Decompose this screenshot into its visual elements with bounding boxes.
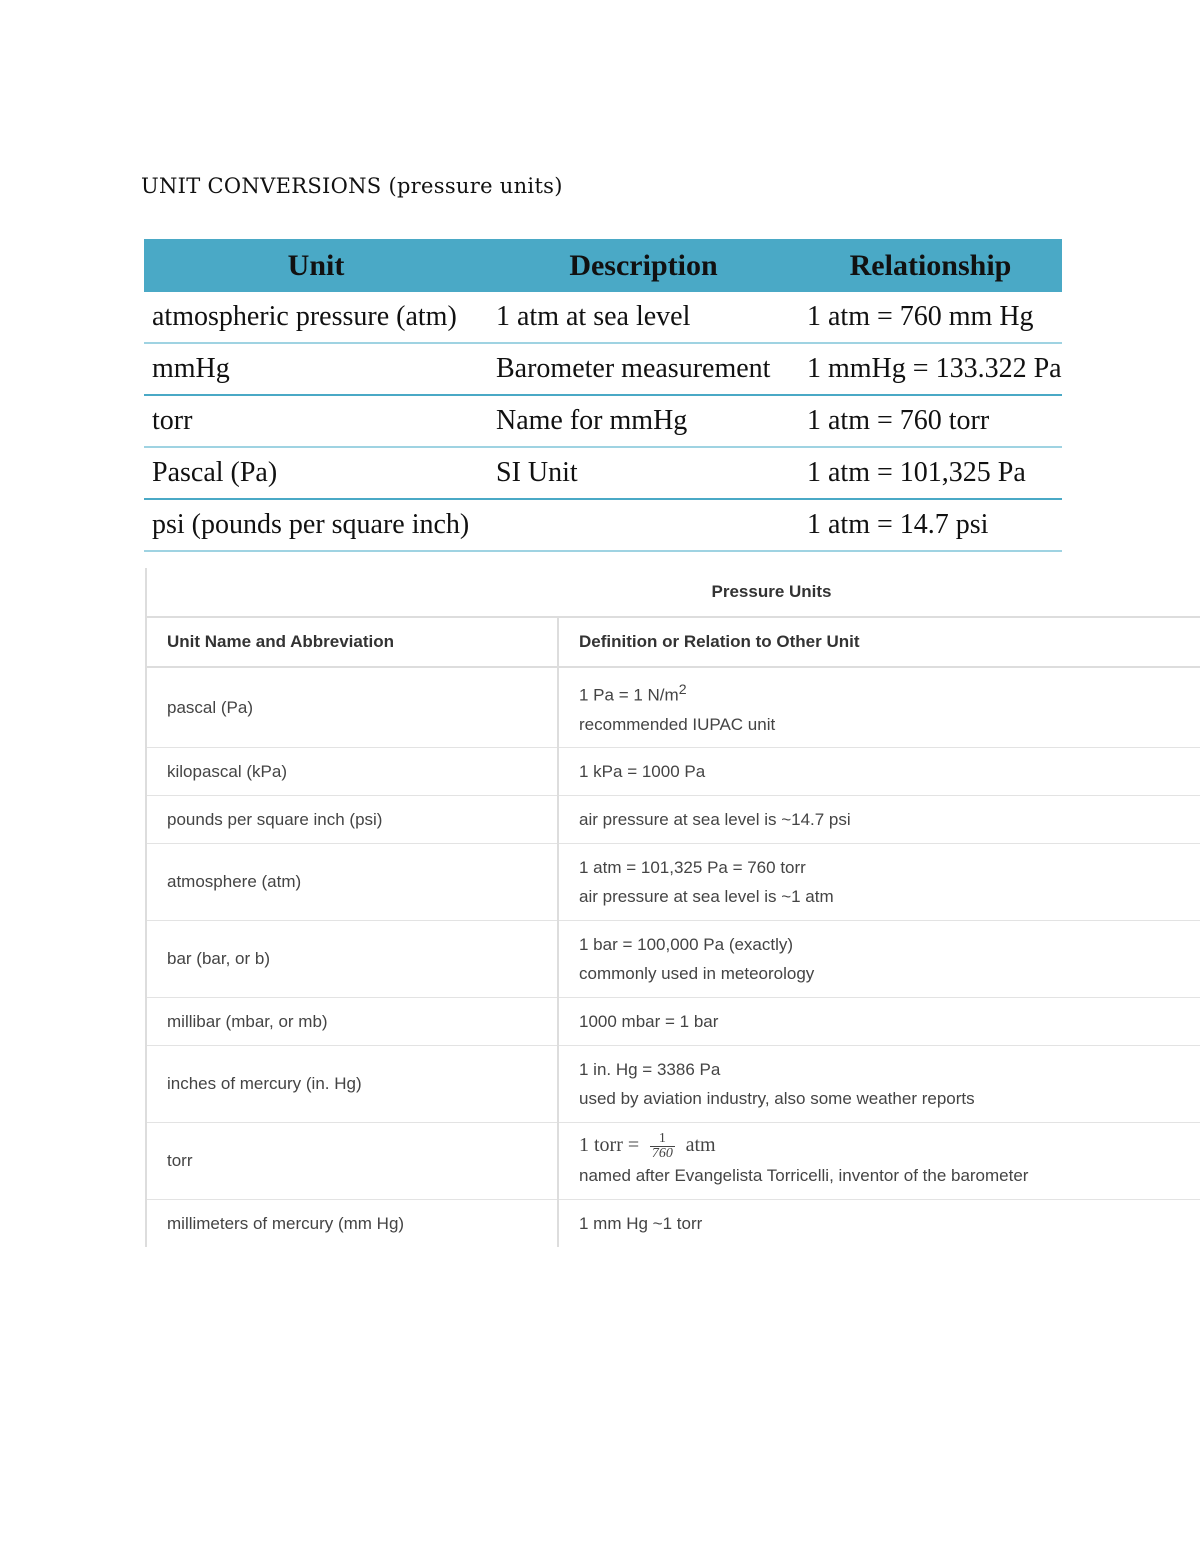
fraction-numerator: 1 bbox=[650, 1132, 675, 1147]
conversion-table bbox=[144, 239, 1062, 552]
definition-text: 1 Pa = 1 N/m bbox=[579, 685, 679, 705]
unit-cell: atmospheric pressure (atm) bbox=[144, 292, 488, 343]
unit-cell: psi (pounds per square inch) bbox=[144, 499, 488, 551]
unit-cell: torr bbox=[144, 395, 488, 447]
description-cell: Name for mmHg bbox=[488, 395, 799, 447]
definition-line: 1 bar = 100,000 Pa (exactly) bbox=[579, 934, 794, 954]
description-cell bbox=[488, 499, 799, 551]
table-row bbox=[146, 997, 1200, 1045]
unit-cell: mmHg bbox=[144, 343, 488, 395]
equation-right: atm bbox=[685, 1134, 716, 1157]
definition-note: air pressure at sea level is ~1 atm bbox=[579, 886, 834, 906]
definition-cell bbox=[558, 1045, 1200, 1122]
table-row bbox=[144, 499, 1062, 551]
table-row bbox=[146, 843, 1200, 920]
relationship-cell: 1 atm = 101,325 Pa bbox=[799, 447, 1062, 499]
description-cell: Barometer measurement bbox=[488, 343, 799, 395]
equation-left: 1 torr = bbox=[579, 1134, 640, 1157]
pressure-units-table bbox=[145, 568, 1200, 1247]
relationship-cell: 1 atm = 760 mm Hg bbox=[799, 292, 1062, 343]
table-row bbox=[146, 795, 1200, 843]
definition-cell: air pressure at sea level is ~14.7 psi bbox=[558, 795, 1200, 843]
definition-cell: 1 mm Hg ~1 torr bbox=[558, 1199, 1200, 1247]
table-row bbox=[144, 447, 1062, 499]
table-row bbox=[146, 920, 1200, 997]
definition-line bbox=[579, 676, 1200, 710]
table-row bbox=[146, 747, 1200, 795]
relationship-cell: 1 atm = 760 torr bbox=[799, 395, 1062, 447]
definition-cell bbox=[558, 920, 1200, 997]
column-header-relationship: Relationship bbox=[799, 239, 1062, 292]
fraction-denominator: 760 bbox=[651, 1146, 673, 1162]
unit-name-cell: pounds per square inch (psi) bbox=[146, 795, 558, 843]
unit-name-cell: bar (bar, or b) bbox=[146, 920, 558, 997]
unit-name-cell: torr bbox=[146, 1122, 558, 1199]
table-row bbox=[144, 395, 1062, 447]
unit-name-cell: pascal (Pa) bbox=[146, 667, 558, 747]
unit-name-cell: millibar (mbar, or mb) bbox=[146, 997, 558, 1045]
definition-cell bbox=[558, 667, 1200, 747]
definition-cell: 1000 mbar = 1 bar bbox=[558, 997, 1200, 1045]
column-header-unit-name: Unit Name and Abbreviation bbox=[146, 617, 558, 667]
unit-cell: Pascal (Pa) bbox=[144, 447, 488, 499]
definition-cell: 1 kPa = 1000 Pa bbox=[558, 747, 1200, 795]
definition-line: 1 atm = 101,325 Pa = 760 torr bbox=[579, 857, 806, 877]
definition-note: named after Evangelista Torricelli, inventor of the barometer bbox=[579, 1166, 1029, 1186]
definition-note: used by aviation industry, also some weather reports bbox=[579, 1088, 975, 1108]
table-row bbox=[146, 1045, 1200, 1122]
table-row bbox=[146, 1122, 1200, 1199]
description-cell: 1 atm at sea level bbox=[488, 292, 799, 343]
relationship-cell: 1 atm = 14.7 psi bbox=[799, 499, 1062, 551]
relationship-cell: 1 mmHg = 133.322 Pa bbox=[799, 343, 1062, 395]
page-title: UNIT CONVERSIONS (pressure units) bbox=[141, 174, 563, 198]
table-header-row bbox=[146, 617, 1200, 667]
column-header-description: Description bbox=[488, 239, 799, 292]
fraction bbox=[650, 1132, 675, 1161]
definition-note: recommended IUPAC unit bbox=[579, 714, 776, 734]
table-row bbox=[146, 667, 1200, 747]
description-cell: SI Unit bbox=[488, 447, 799, 499]
unit-name-cell: kilopascal (kPa) bbox=[146, 747, 558, 795]
unit-name-cell: atmosphere (atm) bbox=[146, 843, 558, 920]
definition-cell bbox=[558, 1122, 1200, 1199]
column-header-unit: Unit bbox=[144, 239, 488, 292]
definition-line: 1 in. Hg = 3386 Pa bbox=[579, 1059, 721, 1079]
table-row bbox=[144, 343, 1062, 395]
superscript: 2 bbox=[678, 682, 687, 698]
unit-name-cell: inches of mercury (in. Hg) bbox=[146, 1045, 558, 1122]
table-title: Pressure Units bbox=[146, 568, 1200, 617]
definition-equation bbox=[579, 1131, 1200, 1161]
column-header-definition: Definition or Relation to Other Unit bbox=[558, 617, 1200, 667]
unit-name-cell: millimeters of mercury (mm Hg) bbox=[146, 1199, 558, 1247]
definition-note: commonly used in meteorology bbox=[579, 963, 815, 983]
table-title-row bbox=[146, 568, 1200, 617]
table-row bbox=[144, 292, 1062, 343]
table-row bbox=[146, 1199, 1200, 1247]
table-header-row bbox=[144, 239, 1062, 292]
definition-cell bbox=[558, 843, 1200, 920]
